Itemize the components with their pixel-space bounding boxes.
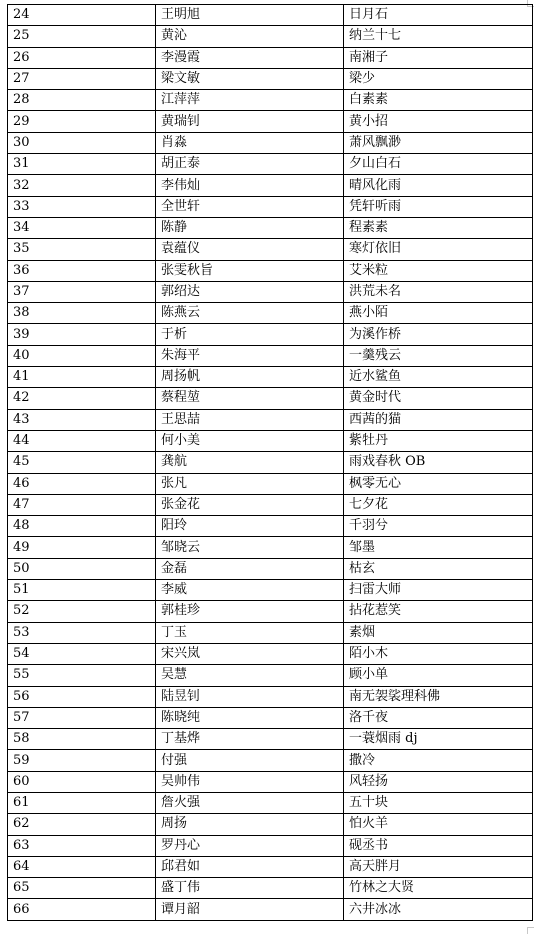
member-alias-cell: 凭轩听雨 [344, 196, 533, 217]
table-row [8, 367, 533, 388]
member-name-cell: 何小美 [156, 430, 344, 451]
row-number-cell: 39 [8, 324, 156, 345]
member-name-cell: 阳玲 [156, 516, 344, 537]
member-name-cell: 陈燕云 [156, 303, 344, 324]
row-number-cell: 64 [8, 856, 156, 877]
member-name-cell: 王明旭 [156, 5, 344, 26]
table-row [8, 771, 533, 792]
member-alias-cell: 寒灯依旧 [344, 239, 533, 260]
table-row [8, 494, 533, 515]
table-row [8, 68, 533, 89]
table-row [8, 260, 533, 281]
row-number-cell: 58 [8, 729, 156, 750]
member-alias-cell: 艾米粒 [344, 260, 533, 281]
member-name-cell: 袁蕴仪 [156, 239, 344, 260]
table-row [8, 239, 533, 260]
table-row [8, 814, 533, 835]
row-number-cell: 26 [8, 47, 156, 68]
member-name-cell: 李伟灿 [156, 175, 344, 196]
row-number-cell: 33 [8, 196, 156, 217]
table-row [8, 580, 533, 601]
table-row [8, 154, 533, 175]
row-number-cell: 63 [8, 835, 156, 856]
member-name-cell: 盛丁伟 [156, 878, 344, 899]
member-alias-cell: 雨戏春秋 OB [344, 452, 533, 473]
member-name-cell: 李漫霞 [156, 47, 344, 68]
member-name-cell: 邱君如 [156, 856, 344, 877]
table-row [8, 111, 533, 132]
table-row [8, 601, 533, 622]
table-row [8, 707, 533, 728]
member-alias-cell: 素烟 [344, 622, 533, 643]
member-alias-cell: 六井冰冰 [344, 899, 533, 920]
member-alias-cell: 高天胖月 [344, 856, 533, 877]
row-number-cell: 34 [8, 217, 156, 238]
member-alias-cell: 洛千夜 [344, 707, 533, 728]
member-name-cell: 张金花 [156, 494, 344, 515]
member-name-cell: 黄沁 [156, 26, 344, 47]
table-row [8, 686, 533, 707]
member-name-cell: 王思喆 [156, 409, 344, 430]
member-alias-cell: 扫雷大师 [344, 580, 533, 601]
member-alias-cell: 晴风化雨 [344, 175, 533, 196]
member-name-cell: 黄瑞钊 [156, 111, 344, 132]
row-number-cell: 45 [8, 452, 156, 473]
row-number-cell: 51 [8, 580, 156, 601]
table-row [8, 47, 533, 68]
table-row [8, 281, 533, 302]
table-row [8, 175, 533, 196]
row-number-cell: 61 [8, 792, 156, 813]
member-alias-cell: 千羽兮 [344, 516, 533, 537]
member-name-cell: 周扬 [156, 814, 344, 835]
table-row [8, 90, 533, 111]
row-number-cell: 52 [8, 601, 156, 622]
member-alias-cell: 西茜的猫 [344, 409, 533, 430]
row-number-cell: 48 [8, 516, 156, 537]
table-row [8, 856, 533, 877]
table-row [8, 878, 533, 899]
row-number-cell: 60 [8, 771, 156, 792]
member-alias-cell: 白素素 [344, 90, 533, 111]
member-alias-cell: 夕山白石 [344, 154, 533, 175]
member-alias-cell: 砚丞书 [344, 835, 533, 856]
table-row [8, 537, 533, 558]
member-name-cell: 梁文敏 [156, 68, 344, 89]
row-number-cell: 32 [8, 175, 156, 196]
row-number-cell: 24 [8, 5, 156, 26]
member-alias-cell: 紫牡丹 [344, 430, 533, 451]
row-number-cell: 43 [8, 409, 156, 430]
row-number-cell: 65 [8, 878, 156, 899]
member-alias-cell: 一蓑烟雨 dj [344, 729, 533, 750]
table-row [8, 750, 533, 771]
member-name-cell: 陆昱钊 [156, 686, 344, 707]
row-number-cell: 62 [8, 814, 156, 835]
table-row [8, 345, 533, 366]
member-name-cell: 谭月韶 [156, 899, 344, 920]
table-row [8, 729, 533, 750]
member-alias-cell: 撒冷 [344, 750, 533, 771]
table-row [8, 665, 533, 686]
member-name-cell: 金磊 [156, 558, 344, 579]
member-alias-cell: 五十块 [344, 792, 533, 813]
row-number-cell: 31 [8, 154, 156, 175]
member-name-cell: 吴帅伟 [156, 771, 344, 792]
row-number-cell: 41 [8, 367, 156, 388]
member-name-cell: 丁基烨 [156, 729, 344, 750]
member-alias-cell: 顾小单 [344, 665, 533, 686]
row-number-cell: 47 [8, 494, 156, 515]
table-row [8, 516, 533, 537]
member-name-cell: 丁玉 [156, 622, 344, 643]
row-number-cell: 54 [8, 643, 156, 664]
member-name-cell: 张凡 [156, 473, 344, 494]
member-alias-cell: 怕火羊 [344, 814, 533, 835]
member-name-cell: 朱海平 [156, 345, 344, 366]
member-name-cell: 蔡程堃 [156, 388, 344, 409]
member-name-cell: 张雯秋旨 [156, 260, 344, 281]
member-name-cell: 罗丹心 [156, 835, 344, 856]
table-row [8, 899, 533, 920]
row-number-cell: 28 [8, 90, 156, 111]
member-name-cell: 江萍萍 [156, 90, 344, 111]
member-name-cell: 邹晓云 [156, 537, 344, 558]
member-alias-cell: 南无袈裟理科佛 [344, 686, 533, 707]
row-number-cell: 36 [8, 260, 156, 281]
member-alias-cell: 枫零无心 [344, 473, 533, 494]
member-alias-cell: 枯玄 [344, 558, 533, 579]
table-row [8, 622, 533, 643]
table-row [8, 430, 533, 451]
row-number-cell: 40 [8, 345, 156, 366]
table-row [8, 409, 533, 430]
member-alias-cell: 风轻扬 [344, 771, 533, 792]
row-number-cell: 57 [8, 707, 156, 728]
member-name-cell: 于析 [156, 324, 344, 345]
member-name-cell: 龚航 [156, 452, 344, 473]
table-row [8, 303, 533, 324]
member-name-cell: 肖淼 [156, 132, 344, 153]
member-alias-cell: 近水鲨鱼 [344, 367, 533, 388]
member-alias-cell: 日月石 [344, 5, 533, 26]
row-number-cell: 27 [8, 68, 156, 89]
member-alias-cell: 黄金时代 [344, 388, 533, 409]
table-row [8, 5, 533, 26]
member-alias-cell: 竹林之大贤 [344, 878, 533, 899]
member-alias-cell: 陌小木 [344, 643, 533, 664]
row-number-cell: 25 [8, 26, 156, 47]
row-number-cell: 50 [8, 558, 156, 579]
table-row [8, 324, 533, 345]
table-row [8, 835, 533, 856]
member-name-cell: 陈晓纯 [156, 707, 344, 728]
row-number-cell: 49 [8, 537, 156, 558]
member-table-body [8, 5, 533, 921]
member-alias-cell: 南湘子 [344, 47, 533, 68]
member-name-cell: 付强 [156, 750, 344, 771]
table-row [8, 388, 533, 409]
member-name-cell: 胡正泰 [156, 154, 344, 175]
member-name-cell: 郭绍达 [156, 281, 344, 302]
table-row [8, 792, 533, 813]
row-number-cell: 35 [8, 239, 156, 260]
row-number-cell: 55 [8, 665, 156, 686]
row-number-cell: 66 [8, 899, 156, 920]
member-alias-cell: 燕小陌 [344, 303, 533, 324]
row-number-cell: 59 [8, 750, 156, 771]
member-table [7, 4, 533, 921]
table-row [8, 643, 533, 664]
row-number-cell: 42 [8, 388, 156, 409]
member-alias-cell: 七夕花 [344, 494, 533, 515]
table-row [8, 196, 533, 217]
row-number-cell: 38 [8, 303, 156, 324]
member-name-cell: 詹火强 [156, 792, 344, 813]
member-name-cell: 全世轩 [156, 196, 344, 217]
member-name-cell: 李威 [156, 580, 344, 601]
table-row [8, 452, 533, 473]
member-alias-cell: 邹墨 [344, 537, 533, 558]
table-row [8, 217, 533, 238]
row-number-cell: 30 [8, 132, 156, 153]
member-name-cell: 郭桂珍 [156, 601, 344, 622]
member-alias-cell: 为溪作桥 [344, 324, 533, 345]
row-number-cell: 46 [8, 473, 156, 494]
table-row [8, 473, 533, 494]
member-name-cell: 陈静 [156, 217, 344, 238]
member-alias-cell: 洪荒未名 [344, 281, 533, 302]
member-name-cell: 周扬帆 [156, 367, 344, 388]
table-row [8, 558, 533, 579]
member-name-cell: 宋兴岚 [156, 643, 344, 664]
table-row [8, 132, 533, 153]
member-alias-cell: 一羹残云 [344, 345, 533, 366]
row-number-cell: 44 [8, 430, 156, 451]
row-number-cell: 29 [8, 111, 156, 132]
row-number-cell: 37 [8, 281, 156, 302]
member-name-cell: 吴慧 [156, 665, 344, 686]
member-alias-cell: 纳兰十七 [344, 26, 533, 47]
member-alias-cell: 程素素 [344, 217, 533, 238]
row-number-cell: 56 [8, 686, 156, 707]
member-alias-cell: 黄小招 [344, 111, 533, 132]
member-alias-cell: 萧风飘渺 [344, 132, 533, 153]
table-row [8, 26, 533, 47]
member-alias-cell: 拈花惹笑 [344, 601, 533, 622]
member-alias-cell: 梁少 [344, 68, 533, 89]
row-number-cell: 53 [8, 622, 156, 643]
